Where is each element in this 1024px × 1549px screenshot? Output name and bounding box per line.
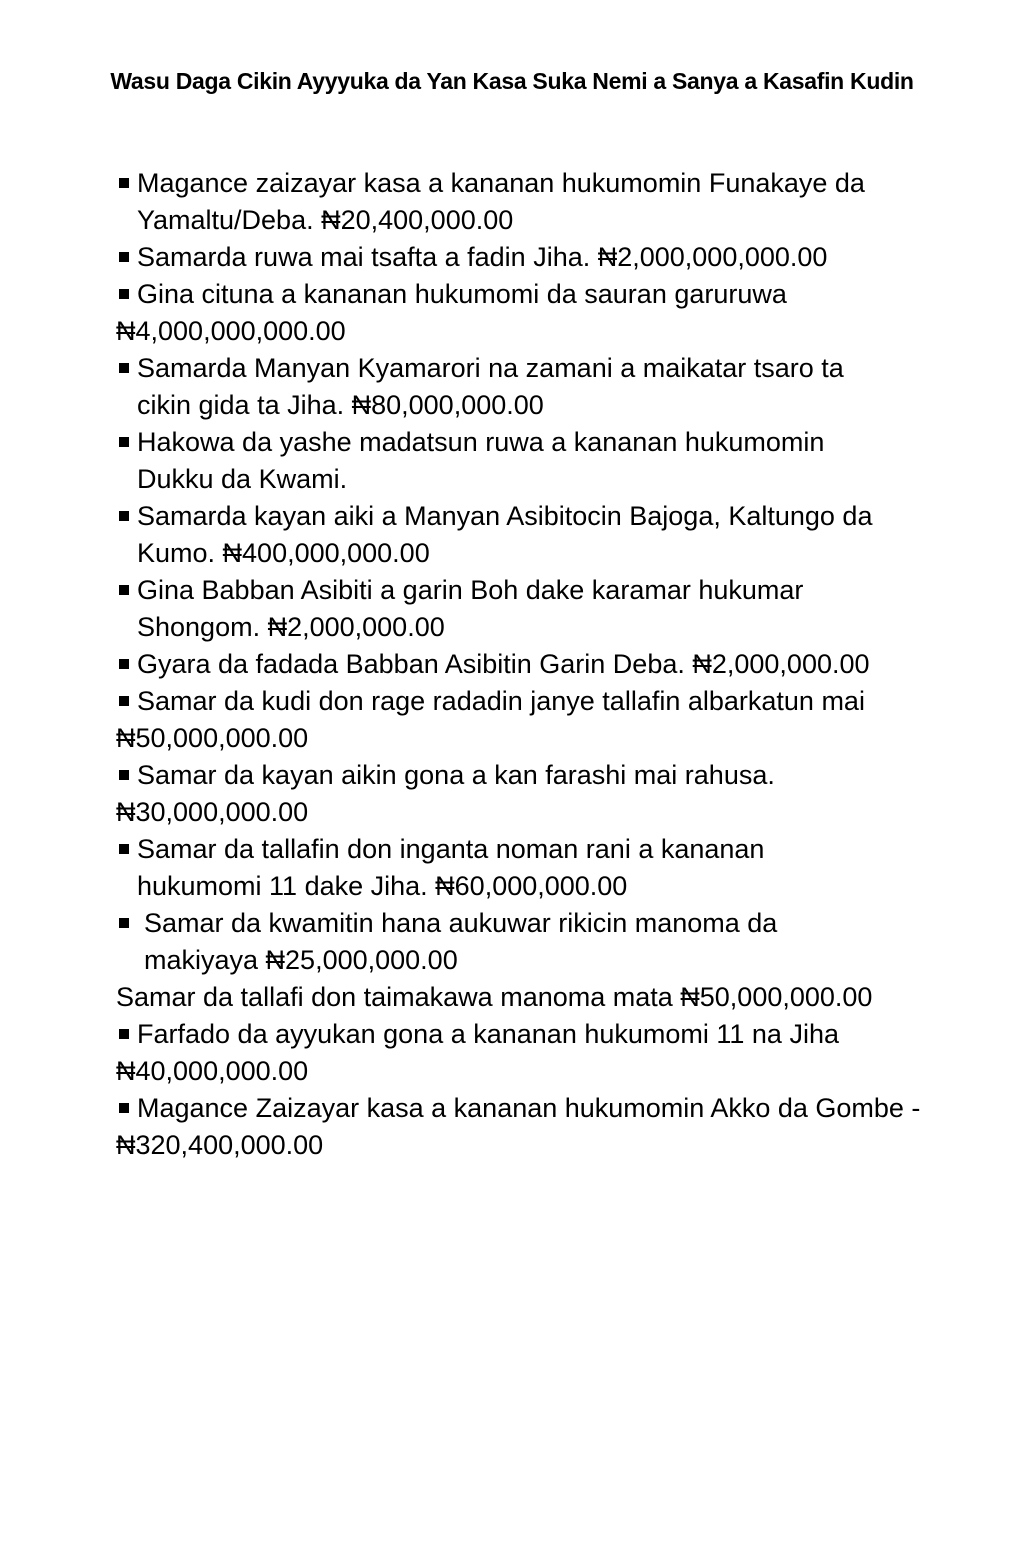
list-item [116, 905, 976, 942]
bullet-square-icon [119, 659, 129, 669]
list-item-continuation [116, 794, 976, 831]
list-item-text: Farfado da ayyukan gona a kananan hukumomi 11 na Jiha [137, 1019, 839, 1049]
list-item-continuation [116, 1127, 976, 1164]
bullet-square-icon [119, 437, 129, 447]
list-item [116, 646, 976, 683]
list-item-continuation [116, 868, 976, 905]
list-item-text: Gina Babban Asibiti a garin Boh dake karamar hukumar [137, 575, 804, 605]
list-item-continuation [116, 387, 976, 424]
list-item-continuation [116, 535, 976, 572]
list-item-continuation [116, 720, 976, 757]
list-item-text: Samarda ruwa mai tsafta a fadin Jiha. ₦2,000,000,000.00 [137, 242, 828, 272]
list-item-text: Gina cituna a kananan hukumomi da sauran garuruwa [137, 279, 787, 309]
list-item-continuation [116, 942, 976, 979]
bullet-square-icon [119, 918, 129, 928]
list-item [116, 757, 976, 794]
list-item-continuation [116, 202, 976, 239]
list-item-continuation [116, 609, 976, 646]
bullet-square-icon [119, 511, 129, 521]
bullet-square-icon [119, 252, 129, 262]
bullet-square-icon [119, 844, 129, 854]
list-item-text: Samar da kudi don rage radadin janye tallafin albarkatun mai [137, 686, 865, 716]
list-item-text: Kumo. ₦400,000,000.00 [137, 538, 430, 568]
list-item-continuation [116, 461, 976, 498]
list-item-continuation [116, 1053, 976, 1090]
bullet-square-icon [119, 696, 129, 706]
list-item [116, 831, 976, 868]
bullet-square-icon [119, 770, 129, 780]
list-item-text: ₦40,000,000.00 [116, 1056, 309, 1086]
bullet-square-icon [119, 178, 129, 188]
list-item [116, 1016, 976, 1053]
list-item-text: hukumomi 11 dake Jiha. ₦60,000,000.00 [137, 871, 628, 901]
list-item-text: Magance zaizayar kasa a kananan hukumomin Funakaye da [137, 168, 865, 198]
list-item-text: Yamaltu/Deba. ₦20,400,000.00 [137, 205, 514, 235]
list-item-text: Samar da kwamitin hana aukuwar rikicin manoma da [144, 908, 778, 938]
list-item [116, 498, 976, 535]
list-item [116, 350, 976, 387]
list-item-text: Shongom. ₦2,000,000.00 [137, 612, 445, 642]
list-item-text: Samar da tallafi don taimakawa manoma mata ₦50,000,000.00 [116, 982, 873, 1012]
list-item-continuation [116, 979, 976, 1016]
bullet-square-icon [119, 363, 129, 373]
list-item-text: Hakowa da yashe madatsun ruwa a kananan hukumomin [137, 427, 825, 457]
bullet-square-icon [119, 1029, 129, 1039]
bullet-square-icon [119, 585, 129, 595]
list-item [116, 165, 976, 202]
list-item-text: makiyaya ₦25,000,000.00 [144, 945, 458, 975]
list-item-text: ₦320,400,000.00 [116, 1130, 324, 1160]
list-item-continuation [116, 313, 976, 350]
list-item-text: Samarda Manyan Kyamarori na zamani a maikatar tsaro ta [137, 353, 844, 383]
list-item [116, 239, 976, 276]
list-item [116, 424, 976, 461]
bullet-square-icon [119, 289, 129, 299]
document-title: Wasu Daga Cikin Ayyyuka da Yan Kasa Suka Nemi a Sanya a Kasafin Kudin [110, 68, 914, 94]
list-item [116, 276, 976, 313]
list-item [116, 1090, 976, 1127]
list-item-text: Samar da kayan aikin gona a kan farashi mai rahusa. [137, 760, 775, 790]
list-item-text: Samar da tallafin don inganta noman rani a kananan [137, 834, 765, 864]
list-item [116, 572, 976, 609]
list-item-text: ₦30,000,000.00 [116, 797, 309, 827]
list-item-text: ₦50,000,000.00 [116, 723, 309, 753]
list-item-text: Magance Zaizayar kasa a kananan hukumomin Akko da Gombe - [137, 1093, 921, 1123]
list-item-text: ₦4,000,000,000.00 [116, 316, 346, 346]
bullet-square-icon [119, 1103, 129, 1113]
list-item [116, 683, 976, 720]
list-item-text: Dukku da Kwami. [137, 464, 348, 494]
list-item-text: cikin gida ta Jiha. ₦80,000,000.00 [137, 390, 544, 420]
item-list [116, 165, 976, 1164]
list-item-text: Samarda kayan aiki a Manyan Asibitocin Bajoga, Kaltungo da [137, 501, 873, 531]
list-item-text: Gyara da fadada Babban Asibitin Garin Deba. ₦2,000,000.00 [137, 649, 870, 679]
